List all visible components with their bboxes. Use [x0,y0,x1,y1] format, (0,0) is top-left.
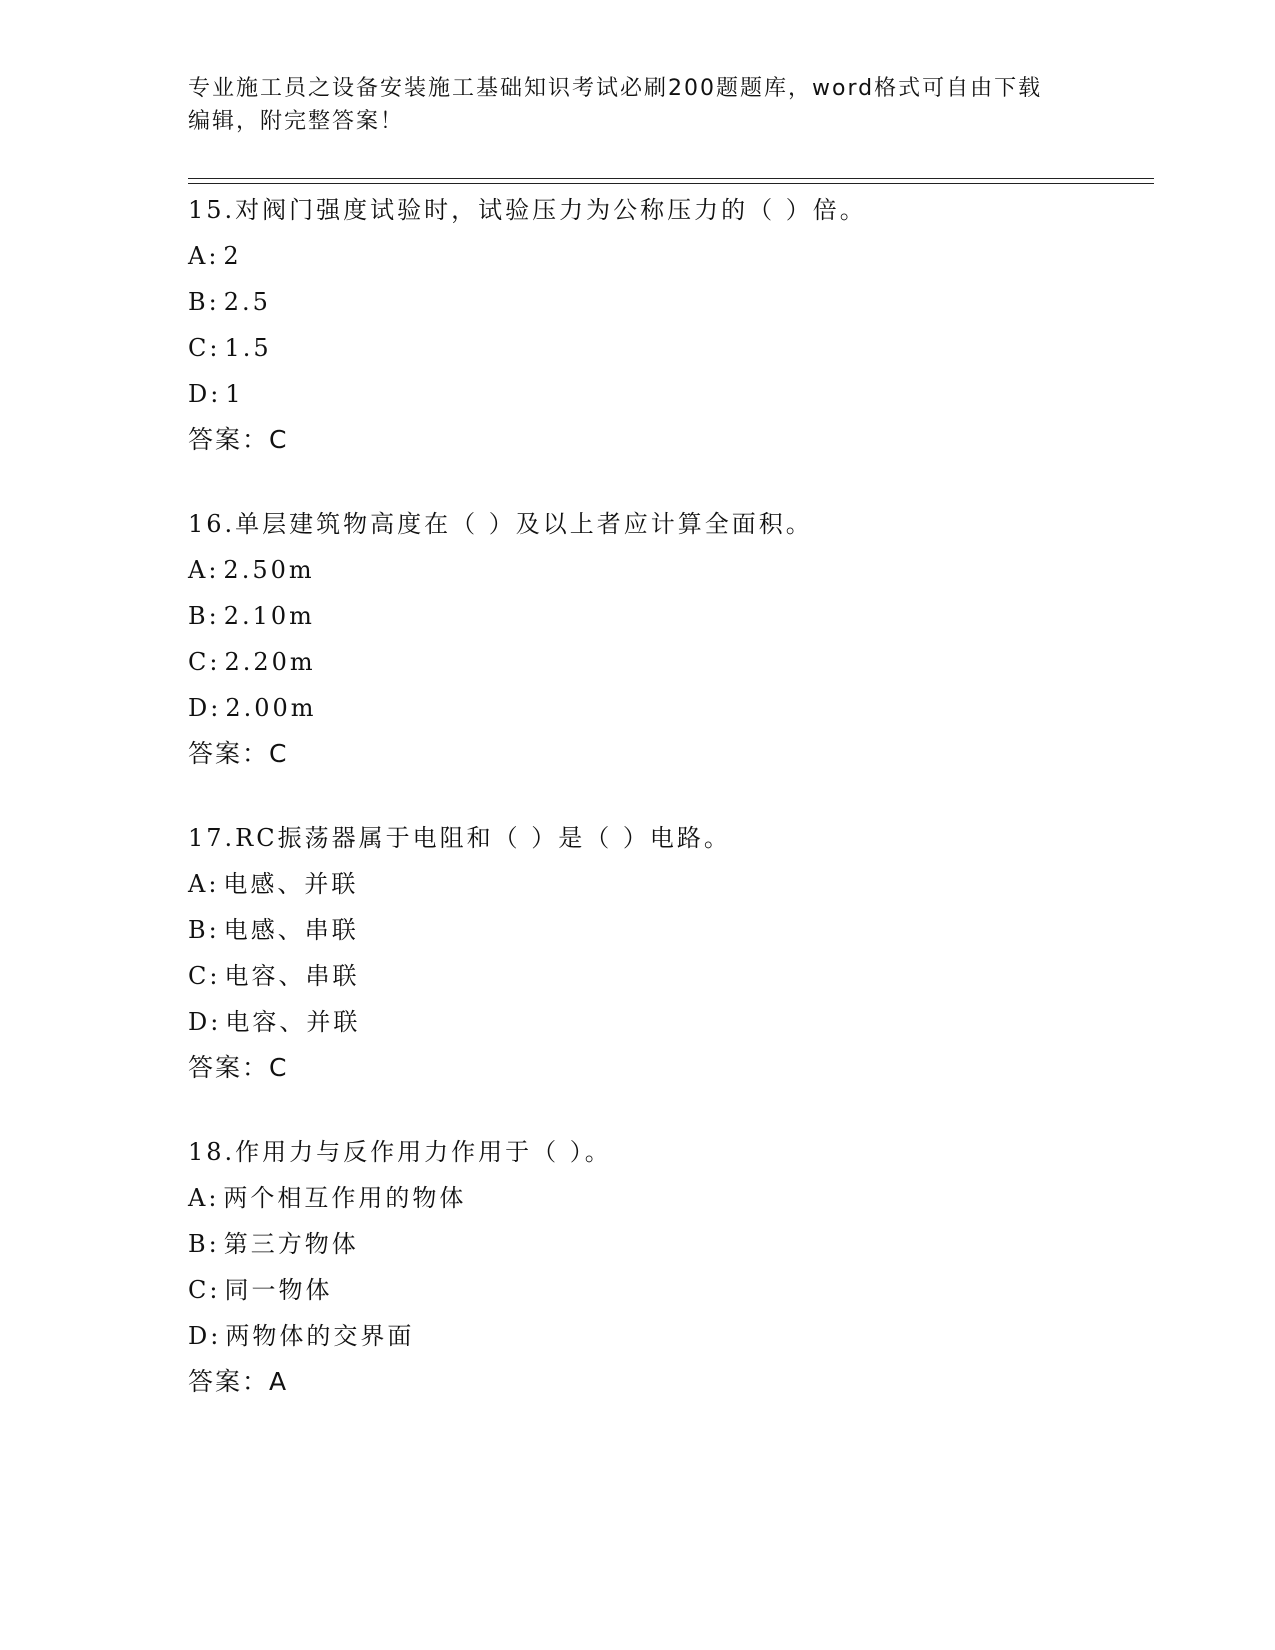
option-text: 两物体的交界面 [225,1322,415,1350]
option-text: 电容、串联 [224,962,360,990]
option-letter: B: [188,1230,220,1258]
option-letter: C: [188,1276,221,1304]
option-letter: D: [188,694,222,722]
option-letter: D: [188,380,222,408]
option-text: 2.10m [223,602,315,630]
option-letter: D: [188,1008,222,1036]
answer-value: C [269,1053,289,1082]
option-letter: B: [188,602,220,630]
header-divider-top [188,178,1154,179]
option-text: 1 [225,380,244,408]
question-18 [188,1129,1154,1405]
option-text: 电感、串联 [223,916,359,944]
option-text: 2 [223,242,242,270]
option-c [188,639,1154,685]
option-letter: A: [188,242,220,270]
option-d [188,685,1154,731]
option-text: 电容、并联 [225,1008,361,1036]
option-c [188,325,1154,371]
option-c [188,1267,1154,1313]
option-letter: B: [188,288,220,316]
option-letter: C: [188,334,221,362]
answer-label: 答案： [188,1367,270,1396]
option-c [188,953,1154,999]
question-stem: 15.对阀门强度试验时，试验压力为公称压力的（ ）倍。 [188,196,867,224]
header-line-1: 专业施工员之设备安装施工基础知识考试必刷200题题库，word格式可自由下载 [188,76,1043,101]
option-text: 1.5 [224,334,272,362]
option-text: 2.50m [223,556,315,584]
question-17 [188,815,1154,1091]
question-16 [188,501,1154,777]
answer-value: A [269,1367,289,1396]
answer-line [188,1359,1154,1405]
answer-line [188,417,1154,463]
answer-line [188,731,1154,777]
option-a [188,233,1154,279]
option-letter: A: [188,870,220,898]
question-stem: 16.单层建筑物高度在（ ）及以上者应计算全面积。 [188,510,813,538]
option-text: 2.5 [223,288,271,316]
option-text: 2.20m [224,648,316,676]
answer-line [188,1045,1154,1091]
option-text: 电感、并联 [223,870,359,898]
question-15 [188,187,1154,463]
option-letter: D: [188,1322,222,1350]
document-header [188,72,1088,138]
option-b [188,907,1154,953]
question-stem: 18.作用力与反作用力作用于（ ）。 [188,1138,612,1166]
option-b [188,593,1154,639]
option-text: 2.00m [225,694,317,722]
answer-value: C [269,425,289,454]
option-text: 两个相互作用的物体 [223,1184,467,1212]
option-b [188,279,1154,325]
option-d [188,1313,1154,1359]
option-a [188,547,1154,593]
header-divider-bottom [188,183,1154,184]
answer-label: 答案： [188,739,270,768]
option-text: 第三方物体 [223,1230,359,1258]
option-letter: A: [188,556,220,584]
option-d [188,999,1154,1045]
header-line-2: 编辑，附完整答案！ [188,109,405,134]
option-letter: B: [188,916,220,944]
option-letter: A: [188,1184,220,1212]
question-stem: 17.RC振荡器属于电阻和（ ）是（ ）电路。 [188,824,731,852]
answer-value: C [269,739,289,768]
answer-label: 答案： [188,425,270,454]
option-letter: C: [188,962,221,990]
answer-label: 答案： [188,1053,270,1082]
option-a [188,1175,1154,1221]
option-b [188,1221,1154,1267]
option-letter: C: [188,648,221,676]
option-d [188,371,1154,417]
option-a [188,861,1154,907]
option-text: 同一物体 [224,1276,333,1304]
